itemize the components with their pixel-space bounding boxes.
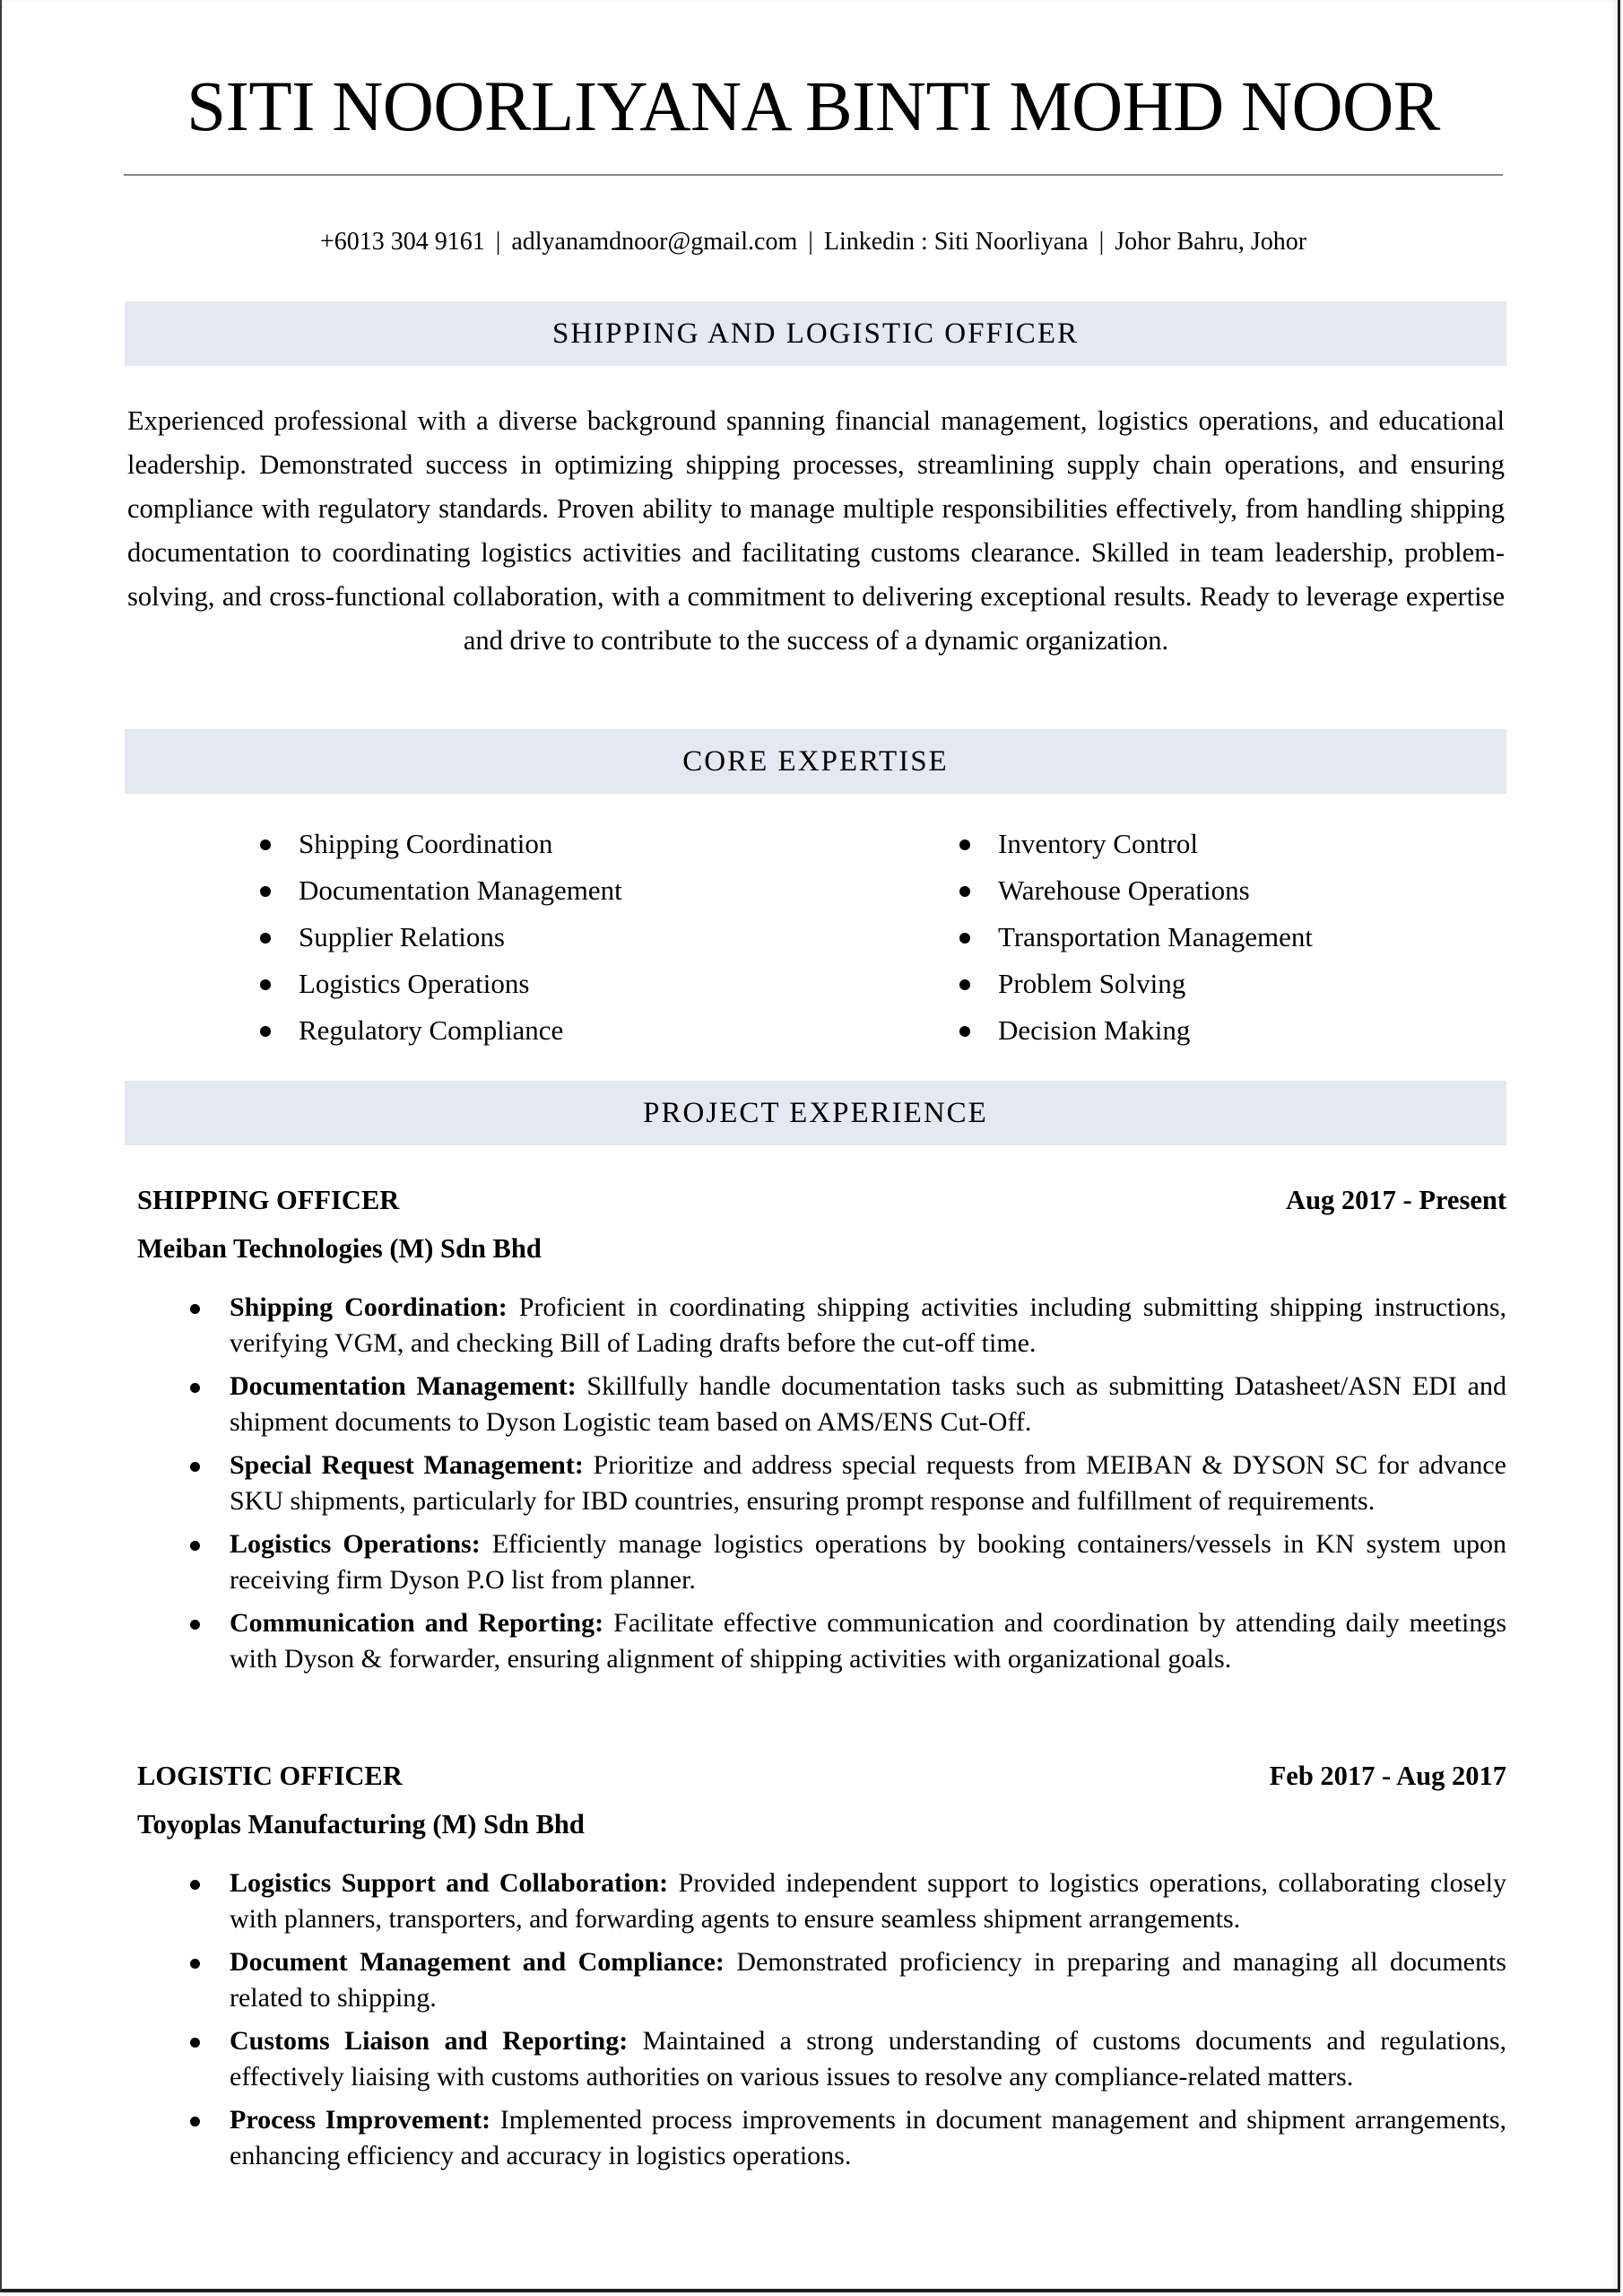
contact-location: Johor Bahru, Johor	[1115, 228, 1307, 256]
responsibility-label: Shipping Coordination:	[230, 1292, 508, 1322]
professional-summary: Experienced professional with a diverse background spanning financial management, logistics operations, and educational leadership. Demonstrated success in optimizing shipping processes, streamlining supply chain operations, and ensuring compliance with regulatory standards. Proven ability to manage multiple responsibilities effectively, from handling shipping documentation to coordinating logistics activities and facilitating customs clearance. Skilled in team leadership, problem-solving, and cross-functional collaboration, with a commitment to delivering exceptional results. Ready to leverage expertise and drive to contribute to the success of a dynamic organization.	[127, 405, 1505, 656]
job-responsibilities	[181, 1290, 1506, 1684]
contact-separator: |	[1098, 228, 1105, 256]
job-dates: Feb 2017 - Aug 2017	[1269, 1761, 1506, 1791]
responsibility-text: Implemented process improvements in document management and shipment arrangements, enhancing efficiency and accuracy in logistics operations.	[230, 2105, 1506, 2170]
bullet-icon	[190, 2117, 200, 2126]
bullet-icon	[959, 933, 970, 944]
responsibility-label: Special Request Management:	[230, 1450, 584, 1480]
contact-separator: |	[495, 228, 501, 256]
name-divider	[124, 174, 1503, 176]
skill-label: Warehouse Operations	[998, 874, 1250, 906]
skill-label: Decision Making	[998, 1014, 1191, 1046]
core-expertise-column-1	[257, 821, 622, 1054]
responsibility-label: Customs Liaison and Reporting:	[230, 2026, 629, 2056]
responsibility-label: Document Management and Compliance:	[230, 1947, 725, 1977]
bullet-icon	[959, 886, 970, 897]
skill-label: Problem Solving	[998, 968, 1186, 999]
skill-item	[257, 914, 622, 961]
bullet-icon	[260, 886, 271, 897]
contact-email[interactable]: adlyanamdnoor@gmail.com	[511, 228, 798, 256]
section-header-headline: SHIPPING AND LOGISTIC OFFICER	[125, 301, 1506, 366]
responsibility-item	[181, 2023, 1506, 2095]
responsibility-item	[181, 1290, 1506, 1361]
bullet-icon	[190, 1620, 200, 1630]
job-company: Toyoplas Manufacturing (M) Sdn Bhd	[137, 1809, 585, 1839]
responsibility-item	[181, 1866, 1506, 1937]
bullet-icon	[260, 1026, 271, 1037]
skill-label: Inventory Control	[998, 828, 1198, 859]
responsibility-item	[181, 1448, 1506, 1519]
bullet-icon	[959, 979, 970, 990]
skill-label: Logistics Operations	[299, 968, 530, 999]
candidate-name: SITI NOORLIYANA BINTI MOHD NOOR	[187, 68, 1440, 146]
core-expertise-column-2	[957, 821, 1313, 1054]
job-header	[137, 1758, 1506, 1794]
job-dates: Aug 2017 - Present	[1286, 1185, 1506, 1215]
skill-label: Supplier Relations	[299, 921, 505, 952]
responsibility-item	[181, 2102, 1506, 2174]
skill-item	[257, 821, 622, 867]
skill-item	[257, 867, 622, 914]
responsibility-text: Demonstrated proficiency in preparing and managing all documents related to shipping.	[230, 1947, 1506, 2013]
bullet-icon	[190, 1383, 200, 1393]
skill-item	[957, 821, 1313, 867]
job-header	[137, 1182, 1506, 1218]
responsibility-label: Logistics Operations:	[230, 1529, 481, 1559]
skill-label: Documentation Management	[299, 874, 622, 906]
skill-item	[957, 961, 1313, 1007]
responsibility-label: Logistics Support and Collaboration:	[230, 1868, 669, 1898]
responsibility-item	[181, 1605, 1506, 1677]
bullet-icon	[959, 1026, 970, 1037]
section-header-experience: PROJECT EXPERIENCE	[125, 1081, 1506, 1145]
bullet-icon	[190, 1304, 200, 1314]
skill-item	[957, 867, 1313, 914]
skill-label: Regulatory Compliance	[299, 1014, 564, 1046]
section-header-core-expertise: CORE EXPERTISE	[125, 729, 1506, 794]
responsibility-label: Communication and Reporting:	[230, 1608, 604, 1638]
bullet-icon	[260, 933, 271, 944]
responsibility-text: Facilitate effective communication and coordination by attending daily meetings with Dyson & forwarder, ensuring alignment of shipping activities with organizational goals.	[230, 1608, 1506, 1674]
bullet-icon	[190, 1462, 200, 1472]
responsibility-item	[181, 1526, 1506, 1598]
job-company: Meiban Technologies (M) Sdn Bhd	[137, 1233, 542, 1264]
contact-separator: |	[808, 228, 813, 256]
responsibility-label: Process Improvement:	[230, 2105, 491, 2135]
responsibility-item	[181, 1944, 1506, 2016]
responsibility-label: Documentation Management:	[230, 1371, 577, 1401]
bullet-icon	[260, 979, 271, 990]
skill-item	[957, 914, 1313, 961]
bullet-icon	[260, 839, 271, 850]
skill-item	[257, 1007, 622, 1054]
bullet-icon	[190, 1541, 200, 1551]
skill-label: Shipping Coordination	[299, 828, 553, 859]
bullet-icon	[190, 2038, 200, 2048]
bullet-icon	[190, 1880, 200, 1890]
responsibility-text: Efficiently manage logistics operations by booking containers/vessels in KN system upon receiving firm Dyson P.O list from planner.	[230, 1529, 1506, 1595]
job-responsibilities	[181, 1866, 1506, 2181]
bullet-icon	[190, 1959, 200, 1969]
skill-item	[957, 1007, 1313, 1054]
responsibility-text: Proficient in coordinating shipping activities including submitting shipping instructions, verifying VGM, and checking Bill of Lading drafts before the cut-off time.	[230, 1292, 1506, 1358]
responsibility-text: Prioritize and address special requests from MEIBAN & DYSON SC for advance SKU shipments, particularly for IBD countries, ensuring prompt response and fulfillment of requirements.	[230, 1450, 1507, 1516]
responsibility-item	[181, 1369, 1506, 1440]
skill-label: Transportation Management	[998, 921, 1313, 952]
responsibility-text: Provided independent support to logistics operations, collaborating closely with planners, transporters, and forwarding agents to ensure seamless shipment arrangements.	[230, 1868, 1506, 1934]
contact-phone: +6013 304 9161	[319, 228, 485, 256]
skill-item	[257, 961, 622, 1007]
responsibility-text: Skillfully handle documentation tasks such as submitting Datasheet/ASN EDI and shipment documents to Dyson Logistic team based on AMS/ENS Cut-Off.	[230, 1371, 1506, 1437]
job-title: LOGISTIC OFFICER	[137, 1761, 403, 1791]
responsibility-text: Maintained a strong understanding of customs documents and regulations, effectively liaising with customs authorities on various issues to resolve any compliance-related matters.	[230, 2026, 1506, 2092]
job-title: SHIPPING OFFICER	[137, 1185, 400, 1215]
bullet-icon	[959, 839, 970, 850]
contact-linkedin[interactable]: Linkedin : Siti Noorliyana	[823, 228, 1089, 256]
contact-line	[2, 224, 1623, 260]
